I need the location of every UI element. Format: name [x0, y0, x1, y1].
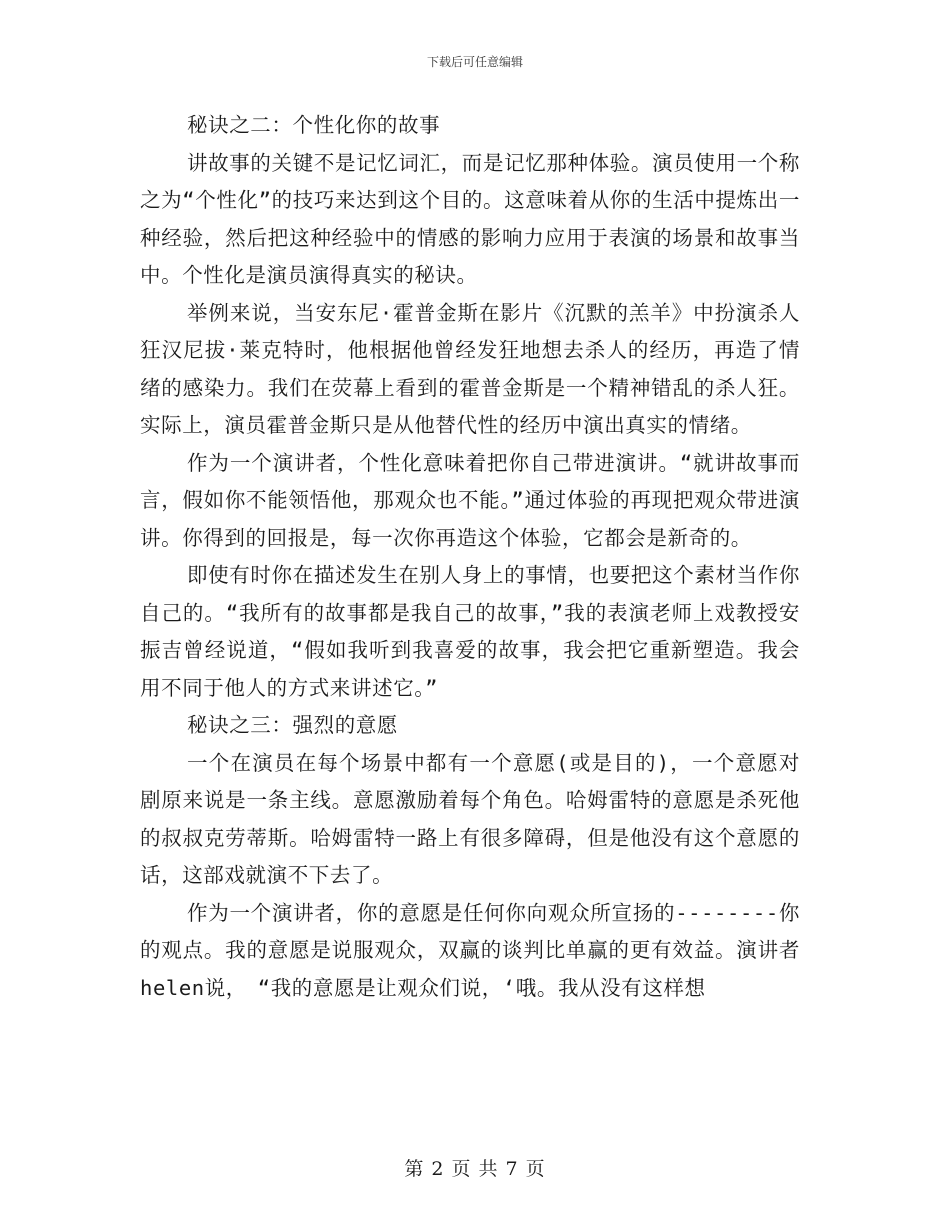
section-heading-secret-two: 秘诀之二：个性化你的故事	[187, 113, 441, 137]
document-body	[140, 107, 800, 1007]
page-header: 下载后可任意编辑	[426, 55, 523, 69]
paragraph-2: 举例来说，当安东尼·霍普金斯在影片《沉默的羔羊》中扮演杀人狂汉尼拔·莱克特时，他根据他曾经发狂地想去杀人的经历，再造了情绪的感染力。我们在荧幕上看到的霍普金斯是一个精神错乱的杀人狂。实际上，演员霍普金斯只是从他替代性的经历中演出真实的情绪。	[140, 300, 800, 437]
section-heading-secret-three: 秘诀之三：强烈的意愿	[187, 713, 398, 737]
paragraph-6: 作为一个演讲者，你的意愿是任何你向观众所宣扬的--------你的观点。我的意愿是说服观众，双赢的谈判比单赢的更有效益。演讲者helen说， “我的意愿是让观众们说，‘哦。我从没有这样想	[140, 900, 800, 1000]
paragraph-3: 作为一个演讲者，个性化意味着把你自己带进演讲。“就讲故事而言，假如你不能领悟他，那观众也不能。”通过体验的再现把观众带进演讲。你得到的回报是，每一次你再造这个体验，它都会是新奇的。	[140, 450, 800, 550]
page-number-footer: 第 2 页 共 7 页	[404, 1158, 546, 1180]
paragraph-1: 讲故事的关键不是记忆词汇，而是记忆那种体验。演员使用一个称之为“个性化”的技巧来达到这个目的。这意味着从你的生活中提炼出一种经验，然后把这种经验中的情感的影响力应用于表演的场景和故事当中。个性化是演员演得真实的秘诀。	[140, 150, 800, 287]
paragraph-5: 一个在演员在每个场景中都有一个意愿(或是目的)，一个意愿对剧原来说是一条主线。意愿激励着每个角色。哈姆雷特的意愿是杀死他的叔叔克劳蒂斯。哈姆雷特一路上有很多障碍，但是他没有这个意愿的话，这部戏就演不下去了。	[140, 750, 800, 887]
paragraph-4: 即使有时你在描述发生在别人身上的事情，也要把这个素材当作你自己的。“我所有的故事都是我自己的故事，”我的表演老师上戏教授安振吉曾经说道，“假如我听到我喜爱的故事，我会把它重新塑造。我会用不同于他人的方式来讲述它。”	[140, 563, 800, 700]
